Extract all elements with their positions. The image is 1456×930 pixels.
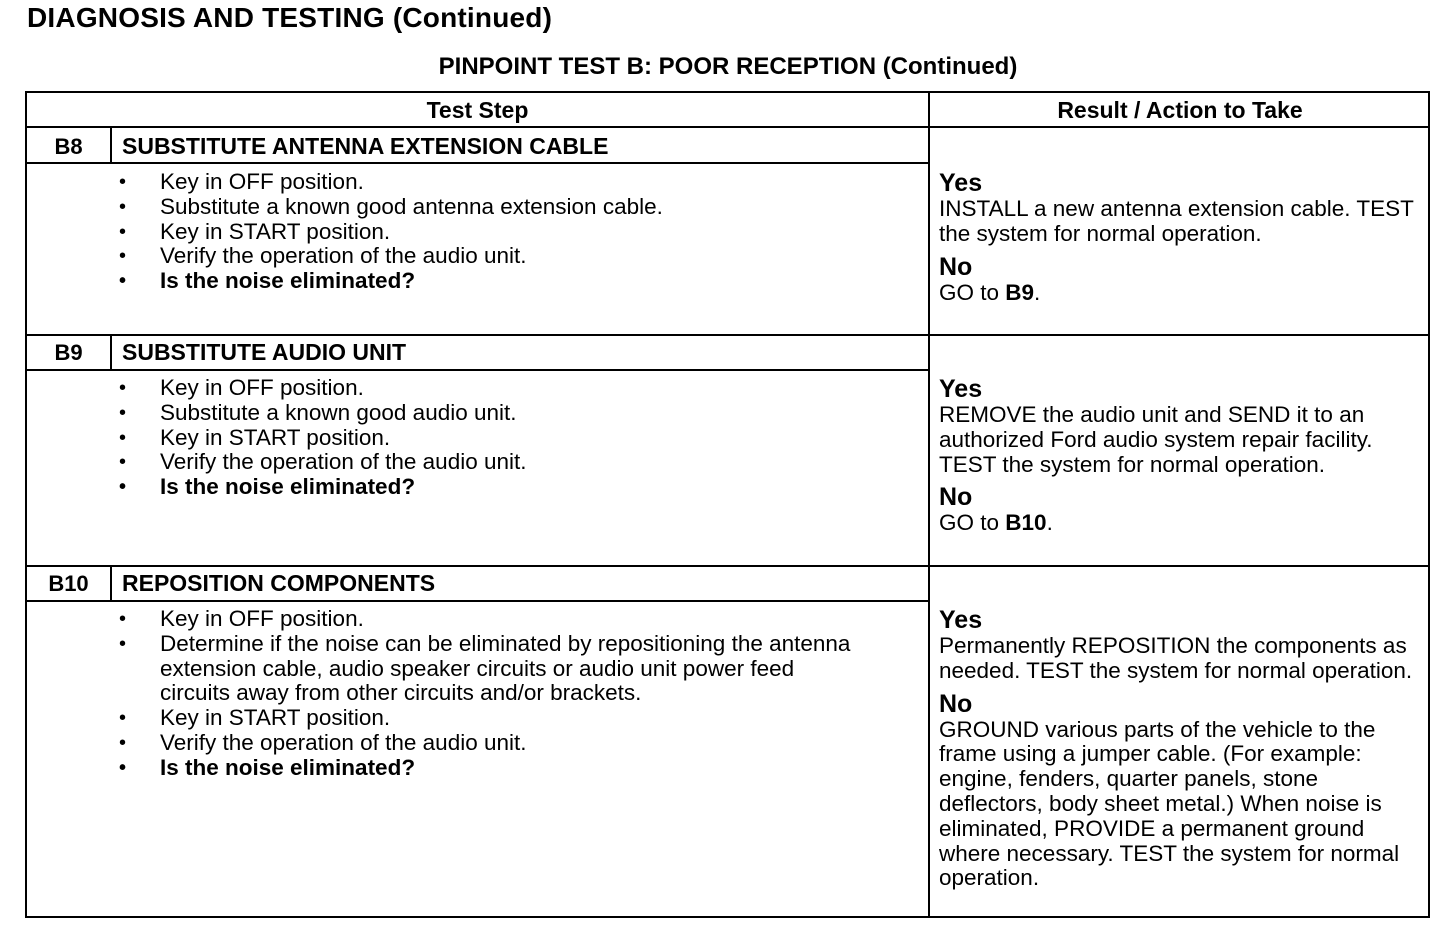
list-item: • Substitute a known good antenna extension cable. [115, 195, 663, 220]
list-item-question: • Is the noise eliminated? [115, 475, 527, 500]
list-item: • Key in START position. [115, 426, 527, 451]
row-divider [27, 334, 1430, 336]
result-block [939, 375, 1429, 536]
list-item: • Verify the operation of the audio unit. [115, 450, 527, 475]
yes-label: Yes [939, 169, 983, 197]
step-bullet-list [115, 170, 663, 294]
step-title-divider [27, 369, 928, 371]
list-item: • Key in OFF position. [115, 170, 663, 195]
step-id-divider [110, 128, 112, 162]
step-reference: B9 [1005, 279, 1035, 305]
column-divider [928, 93, 930, 918]
list-item: • Substitute a known good audio unit. [115, 401, 527, 426]
step-id: B10 [48, 571, 89, 596]
header-divider [27, 126, 1430, 128]
list-item: • Key in START position. [115, 220, 663, 245]
step-bullet-list [115, 607, 855, 781]
step-title-divider [27, 600, 928, 602]
list-item: • Key in START position. [115, 706, 855, 731]
list-item: • Key in OFF position. [115, 376, 527, 401]
header-test-step: Test Step [426, 97, 529, 123]
pinpoint-test-table [25, 91, 1430, 918]
step-title: SUBSTITUTE ANTENNA EXTENSION CABLE [122, 133, 609, 159]
list-item: • Key in OFF position. [115, 607, 855, 632]
list-item-question: • Is the noise eliminated? [115, 756, 855, 781]
list-item: • Verify the operation of the audio unit. [115, 731, 855, 756]
step-title-divider [27, 162, 928, 164]
no-label: No [939, 252, 973, 281]
no-action: GO to B9. [939, 279, 1041, 305]
no-action: GO to B10. [939, 510, 1053, 536]
list-item: • Verify the operation of the audio unit. [115, 244, 663, 269]
pinpoint-test-title: PINPOINT TEST B: POOR RECEPTION (Continued) [438, 53, 1018, 80]
row-divider [27, 565, 1430, 567]
step-id-divider [110, 336, 112, 369]
step-title: SUBSTITUTE AUDIO UNIT [122, 339, 407, 365]
yes-action: REMOVE the audio unit and SEND it to an authorized Ford audio system repair facility. TEST the system for normal operation. [939, 402, 1373, 477]
page-title: DIAGNOSIS AND TESTING (Continued) [27, 2, 553, 33]
result-block [939, 606, 1424, 891]
step-title: REPOSITION COMPONENTS [122, 570, 436, 596]
yes-label: Yes [939, 375, 983, 403]
no-action: GROUND various parts of the vehicle to the frame using a jumper cable. (For example: engine, fenders, quarter panels, stone deflectors, body sheet metal.) When noise is eliminated, PROVIDE a permanent ground where necessary. TEST the system for normal operation. [939, 716, 1400, 891]
step-reference: B10 [1005, 510, 1047, 536]
yes-action: Permanently REPOSITION the components as needed. TEST the system for normal operation. [939, 633, 1413, 683]
yes-label: Yes [939, 606, 983, 634]
no-label: No [939, 483, 973, 512]
list-item: • Determine if the noise can be eliminated by repositioning the antenna extension cable, audio speaker circuits or audio unit power feed circuits away from other circuits and/or brackets. [115, 632, 855, 706]
header-result-action: Result / Action to Take [1057, 97, 1303, 123]
yes-action: INSTALL a new antenna extension cable. TEST the system for normal operation. [939, 196, 1414, 246]
list-item-question: • Is the noise eliminated? [115, 269, 663, 294]
step-id: B8 [54, 134, 83, 159]
step-bullet-list [115, 376, 527, 500]
step-id-divider [110, 567, 112, 600]
step-id: B9 [54, 340, 83, 365]
result-block [939, 169, 1429, 305]
no-label: No [939, 689, 973, 718]
